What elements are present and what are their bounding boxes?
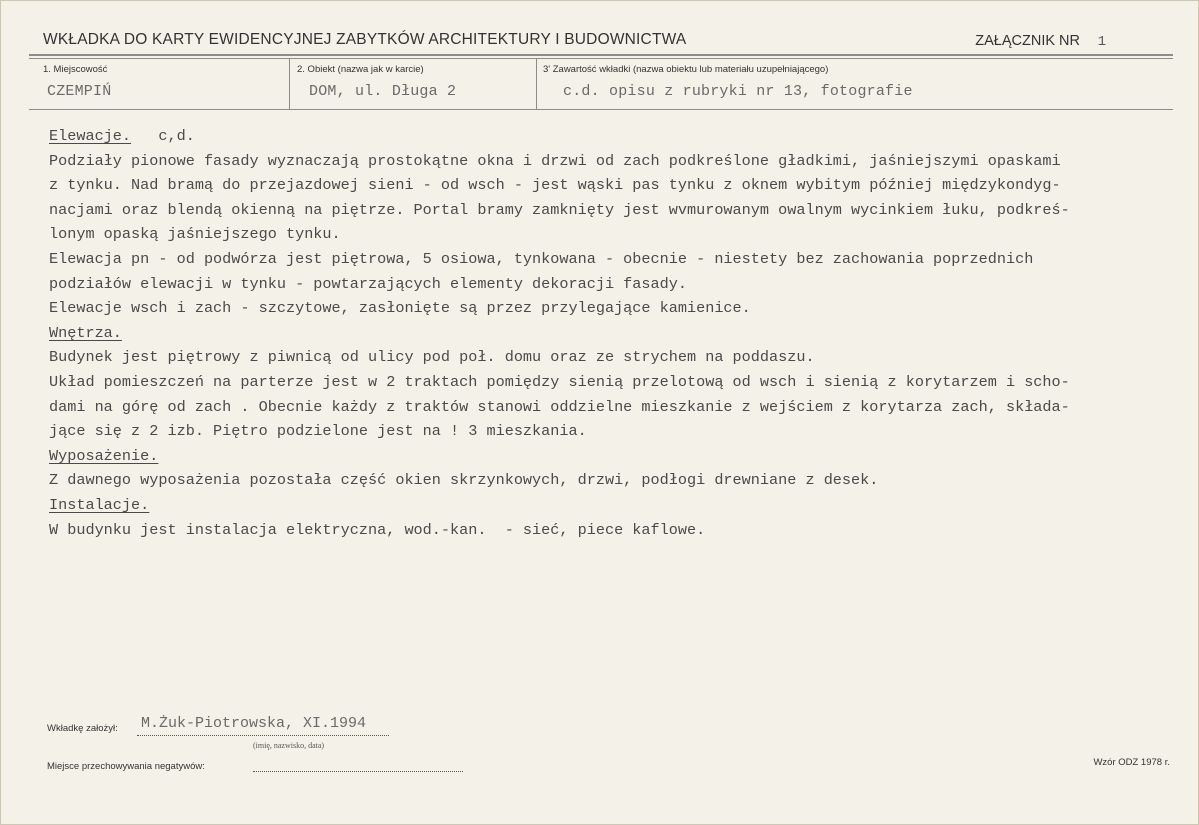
- created-by-line: [137, 735, 389, 736]
- object-value: DOM, ul. Długa 2: [309, 83, 457, 100]
- text-line: Układ pomieszczeń na parterze jest w 2 traktach pomiędzy sienią przelotową od wsch i sienią z korytarzem i scho-: [49, 372, 1070, 391]
- form-template-id: Wzór ODZ 1978 r.: [1093, 757, 1170, 768]
- section-heading-wyposazenie: Wyposażenie.: [49, 446, 159, 465]
- text-line: Elewacje wsch i zach - szczytowe, zasłonięte są przez przylegające kamienice.: [49, 299, 751, 318]
- section-heading-instalacje: Instalacje.: [49, 495, 150, 514]
- header-rule-bottom: [29, 58, 1173, 59]
- description-body: [49, 124, 1159, 542]
- section-heading-elewacje: Elewacje.: [49, 127, 132, 145]
- field-divider-1: [289, 59, 290, 109]
- text-line: [49, 321, 1159, 346]
- negatives-location-label: Miejsce przechowywania negatywów:: [47, 761, 205, 772]
- attachment-label: ZAŁĄCZNIK NR: [975, 33, 1080, 49]
- field-divider-2: [536, 59, 537, 109]
- attachment-number: 1: [1097, 34, 1106, 50]
- text-line: Elewacje. c,d.: [49, 127, 195, 145]
- text-line: dami na górę od zach . Obecnie każdy z traktów stanowi oddzielne mieszkanie z wejściem z korytarza zach, składa-: [49, 397, 1070, 416]
- text-line: [49, 493, 1159, 518]
- content-label: 3' Zawartość wkładki (nazwa obiektu lub materiału uzupełniającego): [543, 64, 829, 75]
- section-heading-wnetrza: Wnętrza.: [49, 323, 122, 342]
- locality-value: CZEMPIŃ: [47, 83, 112, 100]
- text-line: jące się z 2 izb. Piętro podzielone jest na ! 3 mieszkania.: [49, 422, 587, 441]
- text-line: Elewacja pn - od podwórza jest piętrowa, 5 osiowa, tynkowana - obecnie - niestety bez zachowania poprzednich: [49, 249, 1034, 268]
- text-line: Z dawnego wyposażenia pozostała część okien skrzynkowych, drzwi, podłogi drewniane z desek.: [49, 471, 879, 490]
- text-line: W budynku jest instalacja elektryczna, wod.-kan. - sieć, piece kaflowe.: [49, 520, 706, 539]
- created-by-label: Wkładkę założył:: [47, 723, 118, 734]
- text-line: [49, 444, 1159, 469]
- form-title: WKŁADKA DO KARTY EWIDENCYJNEJ ZABYTKÓW ARCHITEKTURY I BUDOWNICTWA: [43, 31, 687, 48]
- negatives-location-line: [253, 771, 463, 772]
- object-label: 2. Obiekt (nazwa jak w karcie): [297, 64, 424, 75]
- text-line: z tynku. Nad bramą do przejazdowej sieni - od wsch - jest wąski pas tynku z oknem wybitym później międzykondyg-: [49, 176, 1061, 195]
- content-value: c.d. opisu z rubryki nr 13, fotografie: [563, 83, 913, 100]
- field-row-rule: [29, 109, 1173, 110]
- text-line: nacjami oraz blendą okienną na piętrze. Portal bramy zamknięty jest wvmurowanym owalnym wycinkiem łuku, podkreś-: [49, 200, 1070, 219]
- text-line: Budynek jest piętrowy z piwnicą od ulicy pod poł. domu oraz ze strychem na poddaszu.: [49, 348, 815, 367]
- header-rule-top: [29, 54, 1173, 56]
- created-by-caption: (imię, nazwisko, data): [253, 741, 325, 750]
- text-line: lonym opaską jaśniejszego tynku.: [49, 225, 341, 244]
- text-line: Podziały pionowe fasady wyznaczają prostokątne okna i drzwi od zach podkreślone gładkimi, jaśniejszymi opaskami: [49, 151, 1061, 170]
- locality-label: 1. Miejscowość: [43, 64, 108, 75]
- text-line: podziałów elewacji w tynku - powtarzających elementy dekoracji fasady.: [49, 274, 687, 293]
- created-by-value: M.Żuk-Piotrowska, XI.1994: [141, 715, 367, 732]
